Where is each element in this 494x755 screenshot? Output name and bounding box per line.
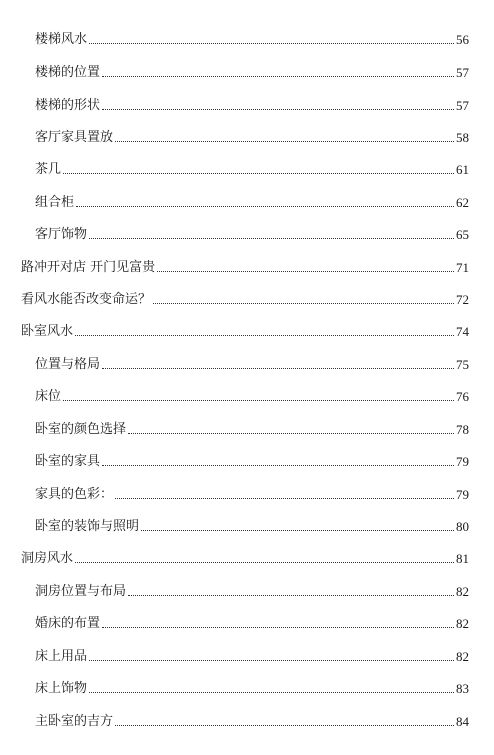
toc-entry[interactable] bbox=[0, 416, 494, 438]
toc-entry[interactable] bbox=[0, 26, 494, 48]
dot-leader bbox=[102, 626, 454, 628]
toc-entry-page: 80 bbox=[456, 519, 469, 534]
toc-entry-title: 卧室风水 bbox=[21, 324, 74, 339]
dot-leader bbox=[128, 594, 454, 596]
dot-leader bbox=[63, 172, 454, 174]
toc-entry[interactable] bbox=[0, 92, 494, 114]
dot-leader bbox=[115, 724, 454, 726]
toc-entry[interactable] bbox=[0, 708, 494, 730]
dot-leader bbox=[75, 561, 454, 563]
dot-leader bbox=[128, 432, 454, 434]
toc-entry-title: 客厅家具置放 bbox=[35, 130, 114, 145]
toc-entry-page: 61 bbox=[456, 162, 469, 177]
toc-entry-page: 84 bbox=[456, 714, 469, 729]
dot-leader bbox=[115, 497, 454, 499]
toc-entry-page: 58 bbox=[456, 130, 469, 145]
toc-entry-page: 57 bbox=[456, 65, 469, 80]
toc-entry[interactable] bbox=[0, 156, 494, 178]
toc-entry-title: 位置与格局 bbox=[35, 357, 101, 372]
toc-entry-title: 洞房位置与布局 bbox=[35, 584, 127, 599]
toc-entry-title: 卧室的颜色选择 bbox=[35, 422, 127, 437]
toc-entry-page: 82 bbox=[456, 649, 469, 664]
toc-entry-page: 83 bbox=[456, 681, 469, 696]
dot-leader bbox=[153, 302, 454, 304]
toc-entry-title: 路冲开对店 开门见富贵 bbox=[21, 260, 156, 275]
toc-entry-title: 床上饰物 bbox=[35, 681, 88, 696]
toc-entry[interactable] bbox=[0, 675, 494, 697]
toc-entry[interactable] bbox=[0, 545, 494, 567]
toc-entry-page: 81 bbox=[456, 551, 469, 566]
toc-entry-title: 主卧室的吉方 bbox=[35, 714, 114, 729]
toc-entry[interactable] bbox=[0, 59, 494, 81]
toc-entry-page: 56 bbox=[456, 32, 469, 47]
toc-entry-title: 卧室的装饰与照明 bbox=[35, 519, 140, 534]
toc-entry-title: 客厅饰物 bbox=[35, 227, 88, 242]
toc-entry[interactable] bbox=[0, 351, 494, 373]
toc-entry[interactable] bbox=[0, 481, 494, 503]
toc-entry-page: 82 bbox=[456, 616, 469, 631]
dot-leader bbox=[75, 334, 454, 336]
toc-entry-page: 79 bbox=[456, 487, 469, 502]
dot-leader bbox=[115, 140, 454, 142]
toc-entry-page: 76 bbox=[456, 389, 469, 404]
toc-entry-title: 楼梯的形状 bbox=[35, 98, 101, 113]
toc-entry-page: 82 bbox=[456, 584, 469, 599]
toc-entry-page: 57 bbox=[456, 98, 469, 113]
toc-entry[interactable] bbox=[0, 189, 494, 211]
toc-entry-page: 62 bbox=[456, 195, 469, 210]
toc-entry-title: 楼梯的位置 bbox=[35, 65, 101, 80]
toc-entry-page: 78 bbox=[456, 422, 469, 437]
toc-entry[interactable] bbox=[0, 578, 494, 600]
toc-entry[interactable] bbox=[0, 513, 494, 535]
toc-entry[interactable] bbox=[0, 383, 494, 405]
toc-entry-title: 卧室的家具 bbox=[35, 454, 101, 469]
toc-entry-title: 家具的色彩： bbox=[35, 487, 114, 502]
toc-entry[interactable] bbox=[0, 643, 494, 665]
dot-leader bbox=[89, 691, 454, 693]
toc-entry-page: 65 bbox=[456, 227, 469, 242]
toc-entry[interactable] bbox=[0, 254, 494, 276]
dot-leader bbox=[141, 529, 454, 531]
toc-entry[interactable] bbox=[0, 221, 494, 243]
toc-entry[interactable] bbox=[0, 318, 494, 340]
toc-entry[interactable] bbox=[0, 124, 494, 146]
toc-entry-page: 71 bbox=[456, 260, 469, 275]
dot-leader bbox=[102, 75, 454, 77]
toc-entry-title: 组合柜 bbox=[35, 195, 75, 210]
toc-entry-title: 床上用品 bbox=[35, 649, 88, 664]
dot-leader bbox=[89, 237, 454, 239]
toc-entry-title: 看风水能否改变命运？ bbox=[21, 292, 152, 307]
toc-entry[interactable] bbox=[0, 286, 494, 308]
dot-leader bbox=[63, 399, 454, 401]
dot-leader bbox=[89, 659, 454, 661]
toc-entry-title: 茶几 bbox=[35, 162, 62, 177]
toc-entry-page: 75 bbox=[456, 357, 469, 372]
toc-entry-page: 72 bbox=[456, 292, 469, 307]
dot-leader bbox=[89, 42, 454, 44]
dot-leader bbox=[157, 270, 454, 272]
toc-entry[interactable] bbox=[0, 610, 494, 632]
toc-entry-title: 楼梯风水 bbox=[35, 32, 88, 47]
dot-leader bbox=[76, 205, 454, 207]
toc-entry-title: 洞房风水 bbox=[21, 551, 74, 566]
toc-entry-page: 74 bbox=[456, 324, 469, 339]
toc-entry[interactable] bbox=[0, 448, 494, 470]
dot-leader bbox=[102, 464, 454, 466]
dot-leader bbox=[102, 108, 454, 110]
dot-leader bbox=[102, 367, 454, 369]
toc-entry-title: 床位 bbox=[35, 389, 62, 404]
toc-entry-title: 婚床的布置 bbox=[35, 616, 101, 631]
toc-entry-page: 79 bbox=[456, 454, 469, 469]
